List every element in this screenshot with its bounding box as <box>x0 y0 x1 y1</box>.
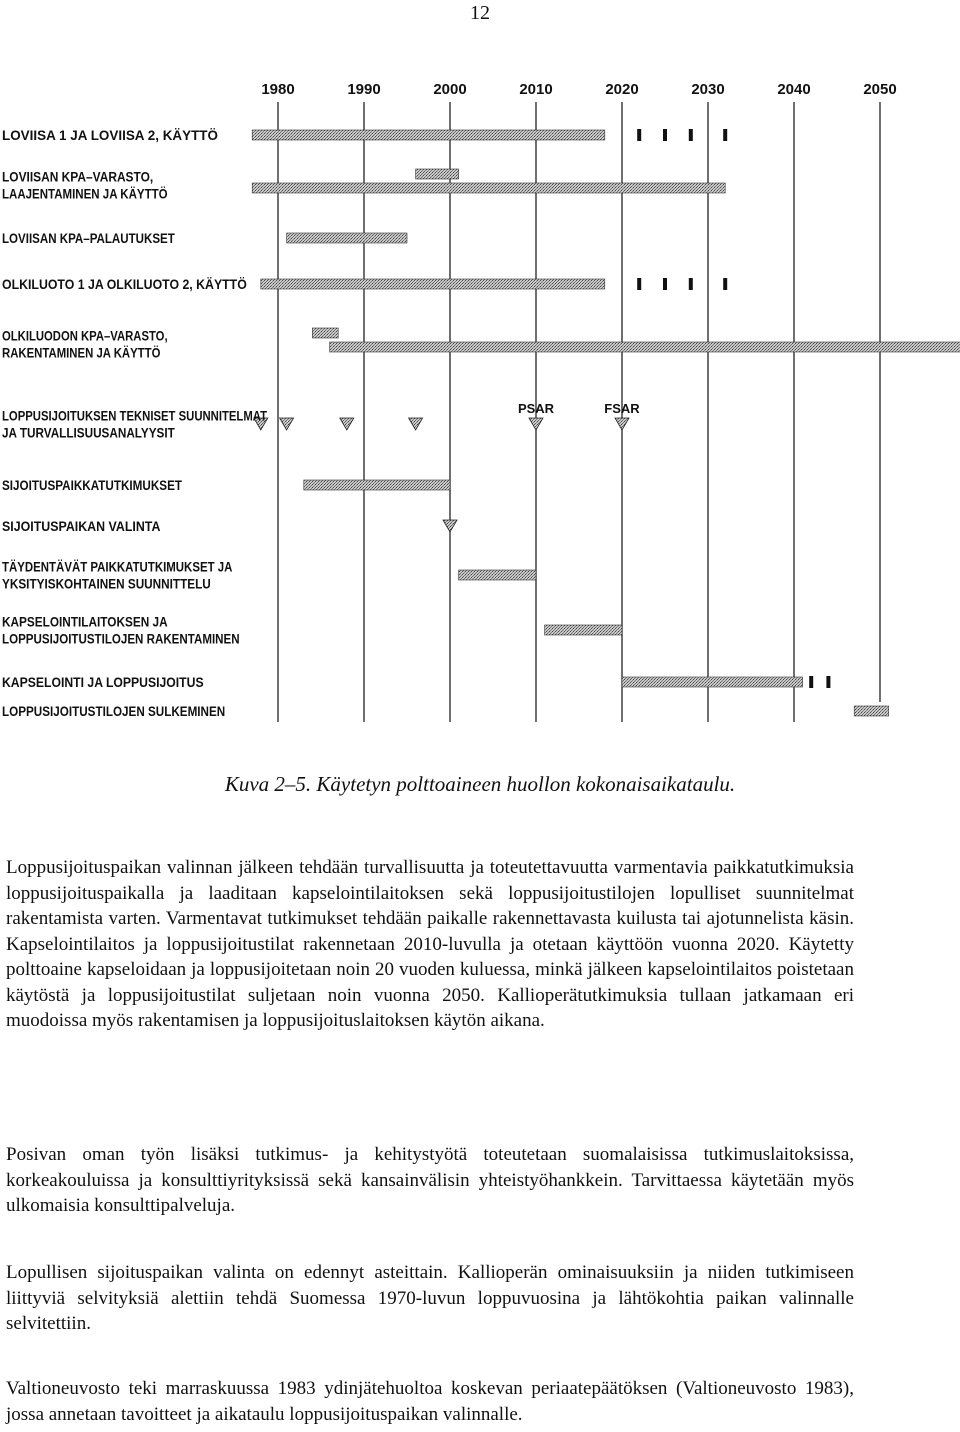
continuation-dash <box>663 278 667 290</box>
schedule-bar <box>261 279 605 289</box>
schedule-bar <box>545 625 622 635</box>
paragraph-2 <box>6 1142 854 1219</box>
schedule-bar <box>287 233 407 243</box>
schedule-chart <box>0 70 960 730</box>
paragraph-4 <box>6 1376 854 1427</box>
continuation-dash <box>723 129 727 141</box>
milestone-marker <box>280 418 294 430</box>
milestone-marker <box>409 418 423 430</box>
milestone-marker <box>443 520 457 532</box>
year-tick-label: 1980 <box>261 81 295 98</box>
row-label: YKSITYISKOHTAINEN SUUNNITTELU <box>2 576 211 592</box>
row-label: OLKILUODON KPA–VARASTO, <box>2 328 168 344</box>
paragraph-1 <box>6 855 854 1034</box>
continuation-dash <box>723 278 727 290</box>
schedule-bar <box>854 706 888 716</box>
schedule-bar <box>252 130 605 140</box>
row-label: LOVIISAN KPA–PALAUTUKSET <box>2 231 176 246</box>
year-tick-label: 1990 <box>347 81 381 98</box>
milestone-marker <box>340 418 354 430</box>
row-label: SIJOITUSPAIKKATUTKIMUKSET <box>2 478 183 493</box>
year-tick-label: 2000 <box>433 81 467 98</box>
paragraph-text: Loppusijoituspaikan valinnan jälkeen tehdään turvallisuutta ja toteutettavuutta varmentavia paikkatutkimuksia loppusijoituspaikalla ja laaditaan kapselointilaitoksen sekä loppusijoitustilojen lopulliset suunnitelmat rakentamista varten. Varmentavat tutkimukset tehdään paikalle rakennettavasta kuilusta tai ajotunnelista käsin. Kapselointilaitos ja loppusijoitustilat rakennetaan 2010-luvulla ja otetaan käyttöön vuonna 2020. Käytetty polttoaine kapseloidaan ja loppusijoitetaan noin 20 vuoden kuluessa, minkä jälkeen kapselointilaitos poistetaan käytöstä ja loppusijoitustilat suljetaan noin vuonna 2050. Kallioperätutkimuksia tullaan jatkamaan eri muodoissa myös rakentamisen ja loppusijoituslaitoksen käytön aikana. <box>6 857 854 1031</box>
paragraph-text: Posivan oman työn lisäksi tutkimus- ja kehitystyötä toteutetaan suomalaisissa tutkimuslaitoksissa, korkeakouluissa ja konsulttiyrityksissä sekä kansainvälisin yhteistyöhankkein. Tarvittaessa käytetään myös ulkomaisia konsulttipalveluja. <box>6 1144 854 1216</box>
row-label: KAPSELOINTILAITOKSEN JA <box>2 614 168 630</box>
milestone-label: FSAR <box>604 401 640 416</box>
row-label: TÄYDENTÄVÄT PAIKKATUTKIMUKSET JA <box>2 559 233 575</box>
schedule-bar <box>252 183 725 193</box>
continuation-dash <box>689 278 693 290</box>
milestone-marker <box>615 418 629 430</box>
page-number: 12 <box>470 2 490 24</box>
row-label: JA TURVALLISUUSANALYYSIT <box>2 425 176 441</box>
schedule-bar <box>459 570 536 580</box>
row-label: LOPPUSIJOITUKSEN TEKNISET SUUNNITELMAT <box>2 408 268 424</box>
year-tick-label: 2040 <box>777 81 811 98</box>
row-label: SIJOITUSPAIKAN VALINTA <box>2 519 161 534</box>
row-label: LOPPUSIJOITUSTILOJEN RAKENTAMINEN <box>2 631 240 647</box>
year-tick-label: 2020 <box>605 81 639 98</box>
continuation-dash <box>689 129 693 141</box>
paragraph-text: Lopullisen sijoituspaikan valinta on edennyt asteittain. Kallioperän ominaisuuksiin ja niiden tutkimiseen liittyviä selvityksiä alettiin tehdä Suomessa 1970-luvun loppuvuosina ja lähtökohtia paikan valinnalle selvitettiin. <box>6 1262 854 1334</box>
row-label: LOPPUSIJOITUSTILOJEN SULKEMINEN <box>2 704 226 719</box>
schedule-bar <box>622 677 803 687</box>
schedule-bar <box>416 169 459 179</box>
schedule-bar <box>312 328 338 338</box>
year-tick-label: 2030 <box>691 81 725 98</box>
row-label: OLKILUOTO 1 JA OLKILUOTO 2, KÄYTTÖ <box>2 277 247 292</box>
row-label: LAAJENTAMINEN JA KÄYTTÖ <box>2 186 168 202</box>
year-tick-label: 2050 <box>863 81 897 98</box>
continuation-dash <box>663 129 667 141</box>
continuation-dash <box>809 676 813 688</box>
row-label: RAKENTAMINEN JA KÄYTTÖ <box>2 345 161 361</box>
paragraph-text: Valtioneuvosto teki marraskuussa 1983 ydinjätehuoltoa koskevan periaatepäätöksen (Valtioneuvosto 1983), jossa annetaan tavoitteet ja aikataulu loppusijoituspaikan valinnalle. <box>6 1378 854 1425</box>
row-label: KAPSELOINTI JA LOPPUSIJOITUS <box>2 675 204 690</box>
year-tick-label: 2010 <box>519 81 553 98</box>
paragraph-3 <box>6 1260 854 1337</box>
continuation-dash <box>826 676 830 688</box>
milestone-label: PSAR <box>517 401 555 416</box>
continuation-dash <box>637 278 641 290</box>
figure-caption: Kuva 2–5. Käytetyn polttoaineen huollon kokonaisaikataulu. <box>224 772 736 796</box>
schedule-bar <box>330 342 960 352</box>
row-label: LOVIISA 1 JA LOVIISA 2, KÄYTTÖ <box>2 128 218 143</box>
schedule-bar <box>304 480 450 490</box>
continuation-dash <box>637 129 641 141</box>
milestone-marker <box>529 418 543 430</box>
row-label: LOVIISAN KPA–VARASTO, <box>2 169 154 185</box>
